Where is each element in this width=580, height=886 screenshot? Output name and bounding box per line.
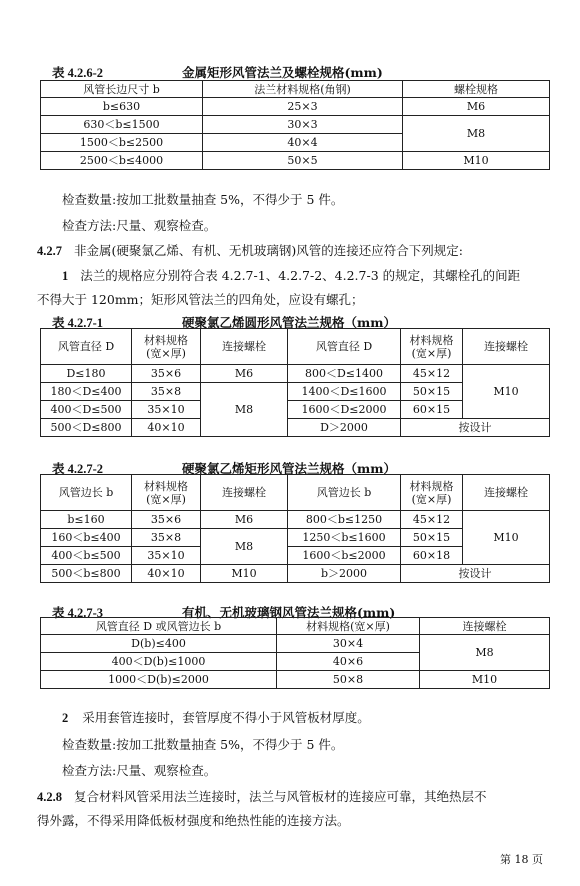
- section-text: 复合材料风管采用法兰连接时，法兰与风管板材的连接应可靠，其绝热层不: [73, 789, 487, 804]
- table-cell: 60×18: [401, 547, 463, 565]
- table-cell: 400＜D(b)≤1000: [41, 653, 277, 671]
- section-4-2-7: [37, 243, 463, 259]
- table-cell: 50×15: [401, 383, 463, 401]
- table-row: [41, 635, 550, 653]
- paragraph: 检查方法:尺量、观察检查。: [62, 763, 217, 778]
- table-cell: M8: [201, 383, 288, 437]
- paragraph: 检查数量:按加工批数量抽查 5%，不得少于 5 件。: [62, 737, 344, 752]
- table-header-row: [41, 81, 550, 98]
- table-cell: M6: [201, 365, 288, 383]
- table-cell: 35×6: [132, 511, 201, 529]
- table-cell: D≤180: [41, 365, 132, 383]
- header-cell: 螺栓规格: [403, 81, 550, 98]
- table-number: 表 4.2.7-2: [52, 462, 104, 476]
- table-cell: 40×10: [132, 565, 201, 583]
- item-1-line-2: 不得大于 120mm；矩形风管法兰的四角处，应设有螺孔；: [37, 292, 364, 307]
- header-cell: 风管长边尺寸 b: [41, 81, 203, 98]
- item-2: [62, 710, 370, 726]
- table-cell: 1600＜D≤2000: [288, 401, 401, 419]
- table-cell: 50×15: [401, 529, 463, 547]
- table-cell: M8: [403, 116, 550, 152]
- table-cell: 60×15: [401, 401, 463, 419]
- table-row: [41, 152, 550, 170]
- table-cell: M10: [201, 565, 288, 583]
- table-cell: 35×6: [132, 365, 201, 383]
- table-cell: 35×10: [132, 547, 201, 565]
- header-cell: 连接螺栓: [201, 329, 288, 365]
- table-row: [41, 511, 550, 529]
- table-cell: 800＜b≤1250: [288, 511, 401, 529]
- table-cell: 45×12: [401, 365, 463, 383]
- header-cell: 连接螺栓: [201, 475, 288, 511]
- item-1-line-1: [62, 268, 520, 284]
- header-cell: 材料规格 (宽×厚): [132, 329, 201, 365]
- table-title: 硬聚氯乙烯矩形风管法兰规格（mm）: [182, 461, 396, 476]
- item-text: 法兰的规格应分别符合表 4.2.7-1、4.2.7-2、4.2.7-3 的规定，其螺栓孔的间距: [80, 268, 521, 283]
- table-number: 表 4.2.7-1: [52, 316, 104, 330]
- table-header-row: [41, 618, 550, 635]
- table-cell: 800＜D≤1400: [288, 365, 401, 383]
- table-cell: 50×5: [203, 152, 403, 170]
- table-cell: 35×8: [132, 383, 201, 401]
- table-cell: 630＜b≤1500: [41, 116, 203, 134]
- section-text: 非金属(硬聚氯乙烯、有机、无机玻璃钢)风管的连接还应符合下列规定:: [73, 243, 463, 258]
- section-number: 4.2.7: [37, 244, 62, 258]
- table-cell: M10: [420, 671, 550, 689]
- table-cell: 40×4: [203, 134, 403, 152]
- table-cell: D(b)≤400: [41, 635, 277, 653]
- table-cell: b＞2000: [288, 565, 401, 583]
- flange-spec-table-metal-rect: [40, 80, 550, 170]
- item-text: 采用套管连接时，套管厚度不得小于风管板材厚度。: [82, 710, 370, 725]
- table-cell: 50×8: [277, 671, 420, 689]
- table-row: [41, 116, 550, 134]
- header-cell: 连接螺栓: [420, 618, 550, 635]
- table-row: [41, 419, 550, 437]
- section-number: 4.2.8: [37, 790, 62, 804]
- table-cell: M8: [201, 529, 288, 565]
- table-title: 有机、无机玻璃钢风管法兰规格(mm): [182, 605, 396, 620]
- paragraph: 检查方法:尺量、观察检查。: [62, 218, 217, 233]
- item-number: 2: [62, 711, 69, 725]
- table-cell: M6: [201, 511, 288, 529]
- header-cell: 材料规格 (宽×厚): [401, 475, 463, 511]
- header-cell: 材料规格 (宽×厚): [132, 475, 201, 511]
- header-cell: 材料规格(宽×厚): [277, 618, 420, 635]
- table-cell: b≤160: [41, 511, 132, 529]
- flange-spec-table-pvc-round: [40, 328, 550, 437]
- table-cell: 1250＜b≤1600: [288, 529, 401, 547]
- header-cell: 材料规格 (宽×厚): [401, 329, 463, 365]
- table-cell: b≤630: [41, 98, 203, 116]
- table-cell: 160＜b≤400: [41, 529, 132, 547]
- table-cell: 500＜b≤800: [41, 565, 132, 583]
- table-cell: 400＜D≤500: [41, 401, 132, 419]
- table-cell: M10: [463, 365, 550, 419]
- flange-spec-table-pvc-rect: [40, 474, 550, 583]
- table-number: 表 4.2.6-2: [52, 66, 104, 80]
- table-cell: 1400＜D≤1600: [288, 383, 401, 401]
- table-cell: 40×10: [132, 419, 201, 437]
- table-title: 金属矩形风管法兰及螺栓规格(mm): [182, 65, 383, 80]
- table-cell: 400＜b≤500: [41, 547, 132, 565]
- table-cell: M6: [403, 98, 550, 116]
- table-cell: 30×4: [277, 635, 420, 653]
- table-cell: 1000＜D(b)≤2000: [41, 671, 277, 689]
- table-header-row: [41, 329, 550, 365]
- table-cell: 1500＜b≤2500: [41, 134, 203, 152]
- table-row: [41, 671, 550, 689]
- table-cell: 35×8: [132, 529, 201, 547]
- table-cell: 45×12: [401, 511, 463, 529]
- table-cell: M10: [403, 152, 550, 170]
- table-cell: M8: [420, 635, 550, 671]
- table-cell: 180＜D≤400: [41, 383, 132, 401]
- table-cell: M10: [463, 511, 550, 565]
- section-4-2-8: [37, 789, 487, 805]
- table-row: [41, 365, 550, 383]
- table-cell: 按设计: [401, 419, 550, 437]
- header-cell: 风管边长 b: [41, 475, 132, 511]
- table-cell: 40×6: [277, 653, 420, 671]
- item-number: 1: [62, 269, 69, 283]
- table-cell: 500＜D≤800: [41, 419, 132, 437]
- section-4-2-8-line-2: 得外露，不得采用降低板材强度和绝热性能的连接方法。: [37, 813, 350, 828]
- flange-spec-table-frp: [40, 617, 550, 689]
- table-cell: 2500＜b≤4000: [41, 152, 203, 170]
- table-title: 硬聚氯乙烯圆形风管法兰规格（mm）: [182, 315, 396, 330]
- table-cell: 30×3: [203, 116, 403, 134]
- table-cell: 按设计: [401, 565, 550, 583]
- table-cell: 1600＜b≤2000: [288, 547, 401, 565]
- table-number: 表 4.2.7-3: [52, 606, 104, 620]
- header-cell: 法兰材料规格(角钢): [203, 81, 403, 98]
- header-cell: 风管直径 D 或风管边长 b: [41, 618, 277, 635]
- header-cell: 连接螺栓: [463, 329, 550, 365]
- paragraph: 检查数量:按加工批数量抽查 5%，不得少于 5 件。: [62, 192, 344, 207]
- header-cell: 风管边长 b: [288, 475, 401, 511]
- table-header-row: [41, 475, 550, 511]
- header-cell: 连接螺栓: [463, 475, 550, 511]
- table-caption: [52, 63, 383, 81]
- table-row: [41, 98, 550, 116]
- table-cell: 35×10: [132, 401, 201, 419]
- table-cell: 25×3: [203, 98, 403, 116]
- header-cell: 风管直径 D: [288, 329, 401, 365]
- table-row: [41, 565, 550, 583]
- table-cell: D＞2000: [288, 419, 401, 437]
- header-cell: 风管直径 D: [41, 329, 132, 365]
- page-number: 第 18 页: [500, 853, 543, 866]
